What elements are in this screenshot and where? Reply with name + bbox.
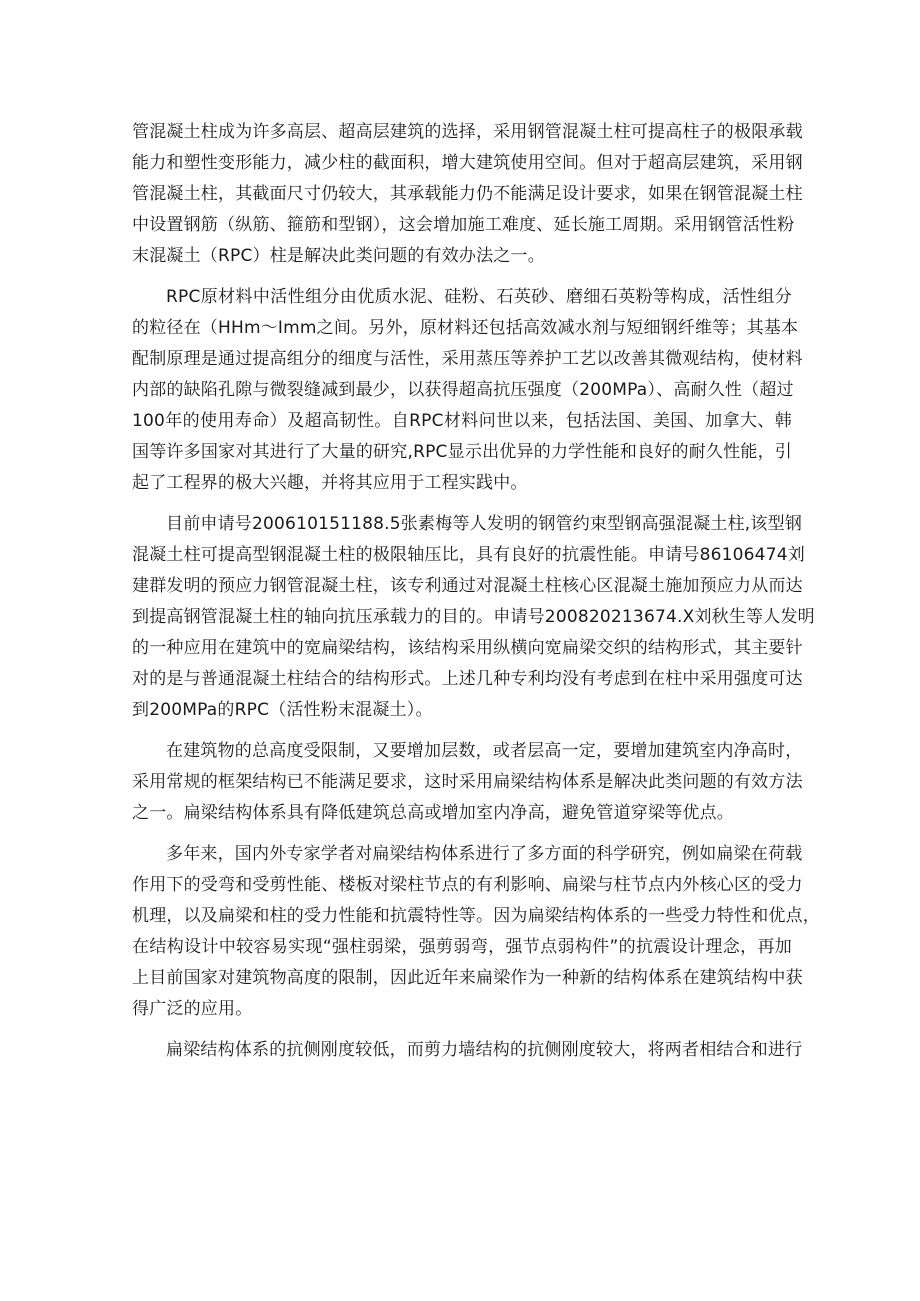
text-line: 建群发明的预应力钢管混凝土柱，该专利通过对混凝土柱核心区混凝土施加预应力从而达 bbox=[132, 576, 803, 596]
text-line: 混凝土柱可提高型钢混凝土柱的极限轴压比，具有良好的抗震性能。申请号86106474刘 bbox=[132, 545, 805, 565]
text-line: 的粒径在（HHm～Imm之间。另外，原材料还包括高效减水剂与短细钢纤维等；其基本 bbox=[132, 318, 799, 338]
document-body bbox=[132, 117, 820, 1066]
text-line: 中设置钢筋（纵筋、箍筋和型钢），这会增加施工难度、延长施工周期。采用钢管活性粉 bbox=[132, 215, 795, 235]
text-line: 采用常规的框架结构已不能满足要求，这时采用扁梁结构体系是解决此类问题的有效方法 bbox=[132, 772, 803, 792]
text-line: 的一种应用在建筑中的宽扁梁结构，该结构采用纵横向宽扁梁交织的结构形式，其主要针 bbox=[132, 638, 803, 658]
text-line: 之一。扁梁结构体系具有降低建筑总高或增加室内净高，避免管道穿梁等优点。 bbox=[132, 803, 734, 823]
paragraph-spacing bbox=[132, 1025, 792, 1035]
paragraph bbox=[132, 1035, 803, 1066]
paragraph bbox=[132, 117, 803, 272]
text-line: 管混凝土柱成为许多高层、超高层建筑的选择，采用钢管混凝土柱可提高柱子的极限承载 bbox=[132, 122, 803, 142]
text-line: 内部的缺陷孔隙与微裂缝减到最少，以获得超高抗压强度（200MPa）、高耐久性（超过 bbox=[132, 380, 794, 400]
text-line: 末混凝土（RPC）柱是解决此类问题的有效办法之一。 bbox=[132, 246, 545, 266]
paragraph bbox=[132, 839, 820, 1025]
paragraph bbox=[132, 282, 803, 499]
text-line: RPC原材料中活性组分由优质水泥、硅粉、石英砂、磨细石英粉等构成，活性组分 bbox=[166, 287, 792, 307]
text-line: 到提高钢管混凝土柱的轴向抗压承载力的目的。申请号200820213674.X刘秋生等人发明 bbox=[132, 607, 815, 627]
paragraph-spacing bbox=[132, 499, 792, 509]
text-line: 配制原理是通过提高组分的细度与活性，采用蒸压等养护工艺以改善其微观结构，使材料 bbox=[132, 349, 803, 369]
text-line: 得广泛的应用。 bbox=[132, 999, 253, 1019]
text-line: 多年来，国内外专家学者对扁梁结构体系进行了多方面的科学研究，例如扁梁在荷载 bbox=[166, 844, 803, 864]
text-line: 上目前国家对建筑物高度的限制，因此近年来扁梁作为一种新的结构体系在建筑结构中获 bbox=[132, 968, 803, 988]
text-line: 在结构设计中较容易实现“强柱弱梁，强剪弱弯，强节点弱构件”的抗震设计理念，再加 bbox=[132, 937, 792, 957]
text-line: 在建筑物的总高度受限制，又要增加层数，或者层高一定，要增加建筑室内净高时， bbox=[166, 741, 803, 761]
text-line: 机理，以及扁梁和柱的受力性能和抗震特性等。因为扁梁结构体系的一些受力特性和优点， bbox=[132, 906, 820, 926]
text-line: 能力和塑性变形能力，减少柱的截面积，增大建筑使用空间。但对于超高层建筑，采用钢 bbox=[132, 153, 803, 173]
text-line: 扁梁结构体系的抗侧刚度较低，而剪力墙结构的抗侧刚度较大，将两者相结合和进行 bbox=[166, 1040, 803, 1060]
text-line: 100年的使用寿命）及超高韧性。自RPC材料问世以来，包括法国、美国、加拿大、韩 bbox=[132, 411, 792, 431]
text-line: 对的是与普通混凝土柱结合的结构形式。上述几种专利均没有考虑到在柱中采用强度可达 bbox=[132, 669, 803, 689]
text-line: 管混凝土柱，其截面尺寸仍较大，其承载能力仍不能满足设计要求，如果在钢管混凝土柱 bbox=[132, 184, 803, 204]
paragraph-spacing bbox=[132, 829, 792, 839]
text-line: 国等许多国家对其进行了大量的研究,RPC显示出优异的力学性能和良好的耐久性能，引 bbox=[132, 442, 792, 462]
paragraph bbox=[132, 736, 803, 829]
paragraph-spacing bbox=[132, 272, 792, 282]
text-line: 作用下的受弯和受剪性能、楼板对梁柱节点的有利影响、扁梁与柱节点内外核心区的受力 bbox=[132, 875, 803, 895]
text-line: 到200MPa的RPC（活性粉末混凝土）。 bbox=[132, 700, 433, 720]
text-line: 起了工程界的极大兴趣，并将其应用于工程实践中。 bbox=[132, 473, 528, 493]
paragraph bbox=[132, 509, 815, 726]
text-line: 目前申请号200610151188.5张素梅等人发明的钢管约束型钢高强混凝土柱,该型钢 bbox=[166, 514, 803, 534]
paragraph-spacing bbox=[132, 726, 792, 736]
